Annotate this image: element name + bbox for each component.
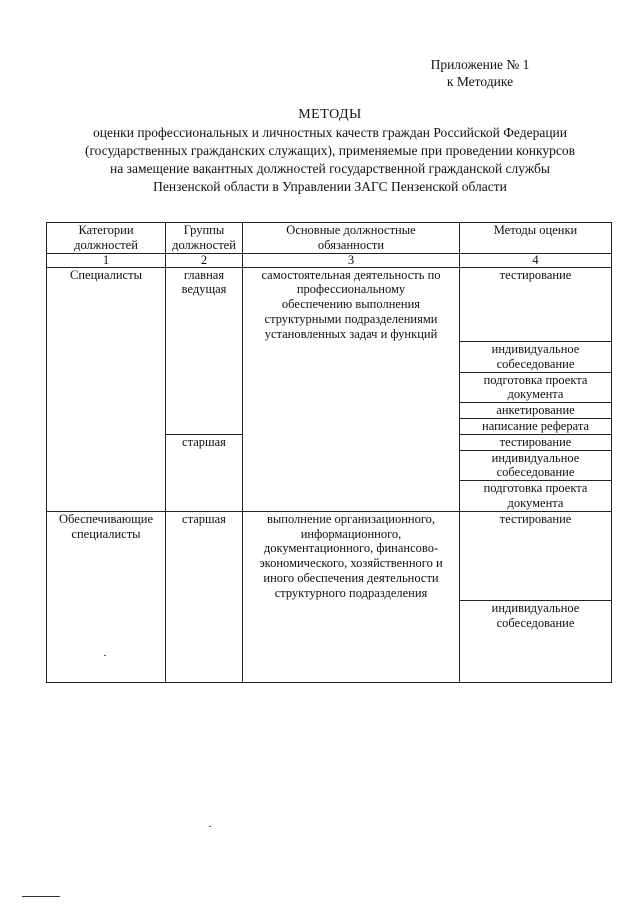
category-supporting-specialists: Обеспечивающие специалисты [47, 511, 166, 600]
column-number-2: 2 [166, 253, 243, 267]
method-interview: индивидуальное собеседование [460, 601, 612, 683]
assessment-methods-table [46, 222, 612, 683]
method-questionnaire: анкетирование [460, 403, 612, 419]
method-essay: написание реферата [460, 419, 612, 435]
method-draft-document: подготовка проекта документа [460, 372, 612, 403]
column-number-1: 1 [47, 253, 166, 267]
table-row [47, 267, 612, 341]
header-categories: Категории должностей [47, 223, 166, 254]
header-methods: Методы оценки [460, 223, 612, 254]
column-number-row [47, 253, 612, 267]
footer-line [22, 896, 60, 897]
table-header-row [47, 223, 612, 254]
method-testing: тестирование [460, 434, 612, 450]
duties-specialists: самостоятельная деятельность по профессиональному обеспечению выполнения структурными подразделениями установленных задач и функций [243, 267, 460, 341]
heading-line-3: на замещение вакантных должностей государственной гражданской службы [110, 161, 550, 176]
method-draft-document: подготовка проекта документа [460, 481, 612, 512]
table-row [47, 342, 612, 373]
method-interview: индивидуальное собеседование [460, 450, 612, 481]
table-row [47, 481, 612, 512]
table-row [47, 450, 612, 481]
header-groups: Группы должностей [166, 223, 243, 254]
duties-supporting: выполнение организационного, информационного, документационного, финансово- экономического, хозяйственного и иного обеспечения деятельности структурного подразделения [243, 511, 460, 600]
document-heading [20, 106, 640, 196]
scan-speck [104, 655, 106, 656]
appendix-to-methodology: к Методике [446, 74, 514, 89]
table-row [47, 434, 612, 450]
heading-line-4: Пензенской области в Управлении ЗАГС Пензенской области [153, 179, 507, 194]
method-testing: тестирование [460, 511, 612, 600]
column-number-4: 4 [460, 253, 612, 267]
column-number-3: 3 [243, 253, 460, 267]
heading-line-2: (государственных гражданских служащих), применяемые при проведении конкурсов [84, 143, 576, 158]
document-title: МЕТОДЫ [298, 107, 362, 122]
table-row [47, 601, 612, 683]
table-row [47, 419, 612, 435]
scan-speck [209, 826, 211, 827]
table-row [47, 372, 612, 403]
table-row [47, 511, 612, 600]
method-testing: тестирование [460, 267, 612, 341]
header-duties: Основные должностные обязанности [243, 223, 460, 254]
heading-line-1: оценки профессиональных и личностных качеств граждан Российской Федерации [92, 125, 568, 140]
group-chief-leading: главная ведущая [166, 267, 243, 341]
method-interview: индивидуальное собеседование [460, 342, 612, 373]
appendix-number: Приложение № 1 [430, 57, 530, 72]
category-specialists: Специалисты [47, 267, 166, 341]
group-senior: старшая [166, 434, 243, 450]
group-senior: старшая [166, 511, 243, 600]
appendix-reference [380, 56, 580, 90]
table-row [47, 403, 612, 419]
